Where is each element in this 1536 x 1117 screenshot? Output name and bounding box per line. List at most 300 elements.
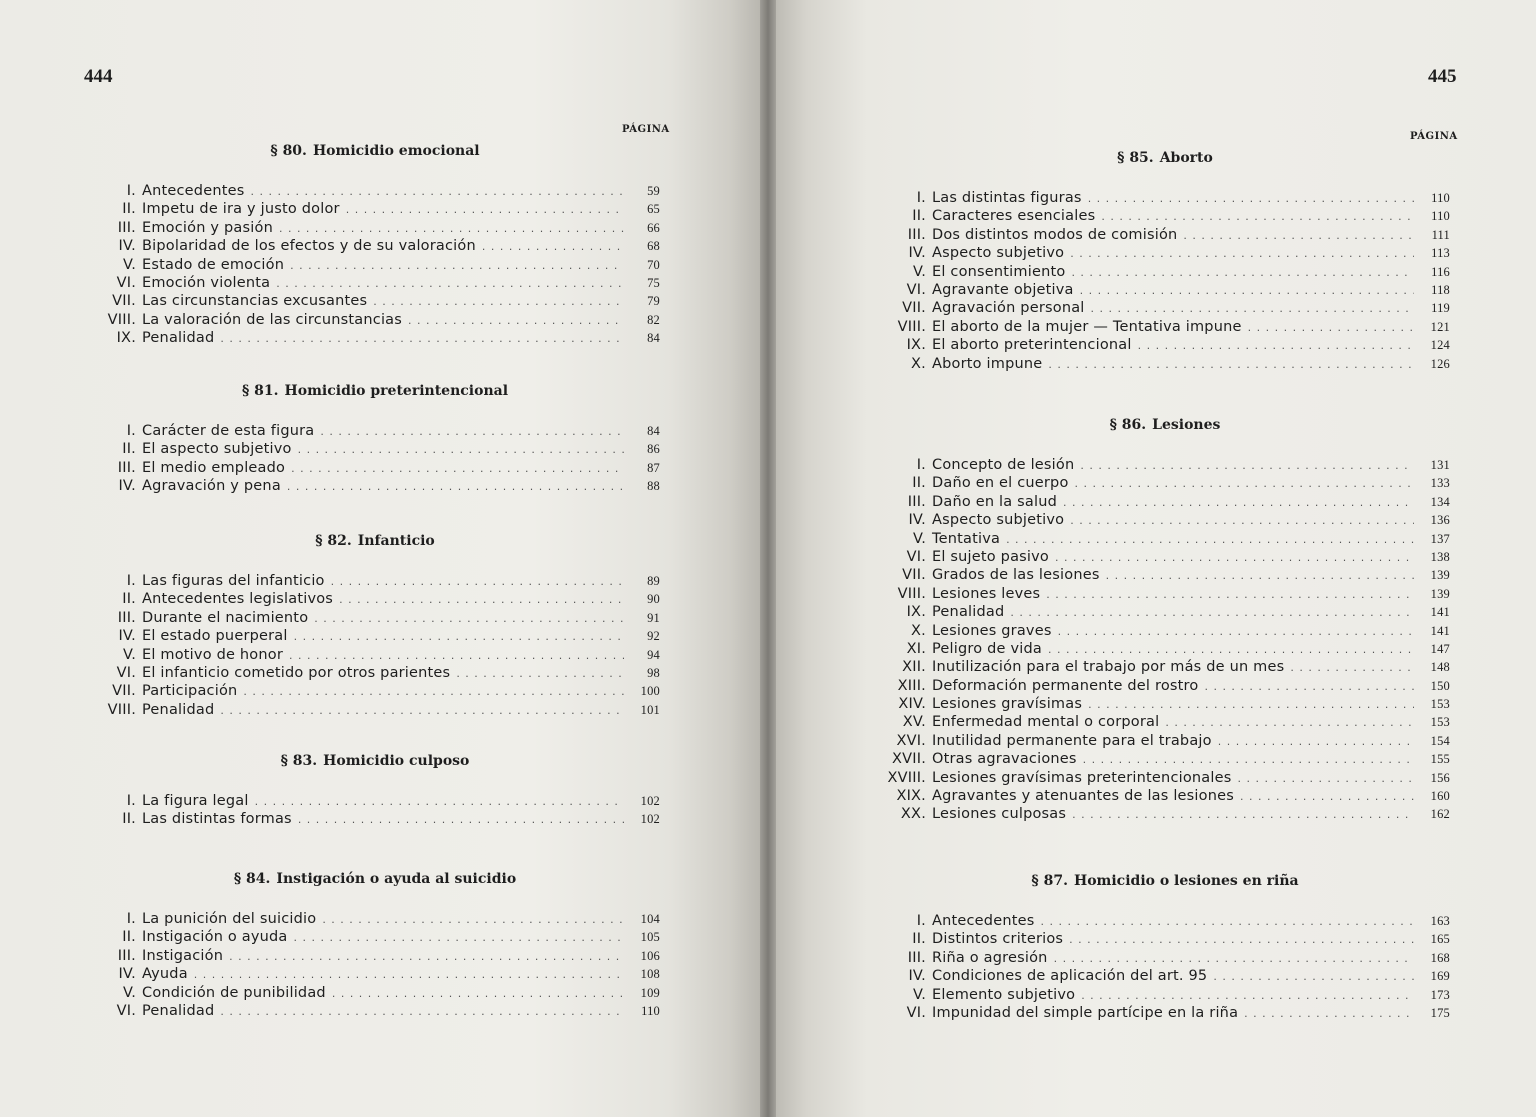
entry-roman-numeral: I. [916, 190, 926, 206]
toc-entry [90, 237, 660, 255]
section-title-text: Homicidio preterintencional [284, 383, 509, 399]
toc-entry [90, 928, 660, 946]
dot-leader [1244, 1005, 1414, 1023]
entry-label: Lesiones graves [932, 622, 1052, 639]
entry-page-number: 136 [1430, 513, 1450, 528]
right-page [776, 0, 1536, 1117]
dot-leader [289, 647, 624, 665]
entry-roman-numeral: VI. [116, 1002, 136, 1019]
section-title [90, 380, 660, 402]
entry-label: Instigación o ayuda [142, 929, 288, 946]
toc-entry [880, 732, 1450, 750]
dot-leader [220, 702, 624, 720]
entry-roman-numeral: IV. [118, 628, 136, 645]
toc-entry [880, 603, 1450, 621]
entry-page-number: 138 [1430, 549, 1450, 564]
dot-leader [291, 460, 624, 478]
toc-entry [90, 701, 660, 719]
entry-roman-numeral: X. [911, 355, 926, 372]
section-title-text: Aborto [1159, 150, 1213, 166]
dot-leader [1080, 282, 1414, 300]
entry-roman-numeral: XIII. [897, 677, 926, 694]
section-number: § 84. [233, 871, 271, 887]
entry-label: Penalidad [932, 604, 1005, 621]
entry-roman-numeral: VII. [902, 300, 926, 317]
toc-entry [880, 677, 1450, 695]
toc-entry [880, 967, 1450, 985]
entry-label: Antecedentes legislativos [142, 591, 334, 608]
entry-roman-numeral: II. [122, 929, 136, 946]
entry-label: Lesiones gravísimas preterintencionales [932, 769, 1232, 786]
entry-page-number: 84 [647, 424, 660, 438]
entry-roman-numeral: VIII. [107, 311, 136, 328]
dot-leader [408, 312, 624, 330]
entry-label: La figura legal [142, 793, 249, 809]
dot-leader [1054, 950, 1414, 968]
entry-page-number: 137 [1430, 531, 1450, 546]
entry-label: Distintos criterios [932, 931, 1064, 948]
entry-page-number: 141 [1430, 605, 1450, 620]
entry-label: Durante el nacimiento [142, 609, 309, 626]
toc-entry [90, 810, 660, 828]
entry-roman-numeral: XI. [906, 640, 926, 657]
entry-page-number: 101 [640, 702, 660, 717]
dot-leader [1083, 751, 1414, 769]
entry-page-number: 150 [1430, 678, 1450, 693]
toc-entry [880, 299, 1450, 317]
entry-page-number: 155 [1430, 752, 1450, 767]
entry-label: Las figuras del infanticio [142, 573, 325, 589]
entry-page-number: 147 [1430, 641, 1450, 656]
entry-page-number: 133 [1430, 476, 1450, 491]
dot-leader [1138, 337, 1414, 355]
entry-roman-numeral: III. [907, 949, 926, 966]
entry-roman-numeral: VII. [112, 683, 136, 700]
entry-page-number: 126 [1430, 356, 1450, 371]
entry-roman-numeral: XV. [902, 714, 926, 731]
section-number: § 81. [241, 383, 279, 399]
entry-page-number: 131 [1430, 458, 1450, 472]
entry-label: Peligro de vida [932, 640, 1042, 657]
entry-label: Grados de las lesiones [932, 567, 1100, 584]
toc-entry [880, 1004, 1450, 1022]
toc-section [90, 530, 660, 719]
dot-leader [1183, 227, 1414, 245]
entry-page-number: 68 [647, 239, 660, 254]
toc-section [880, 147, 1450, 373]
toc-entry [880, 530, 1450, 548]
dot-leader [1070, 245, 1414, 263]
dot-leader [250, 183, 624, 201]
toc-section [880, 870, 1450, 1022]
section-number: § 86. [1109, 417, 1147, 433]
entry-label: El motivo de honor [142, 646, 283, 663]
entry-roman-numeral: I. [126, 423, 136, 439]
toc-entry [880, 930, 1450, 948]
entry-roman-numeral: XVI. [896, 732, 926, 749]
entry-label: Deformación permanente del rostro [932, 677, 1199, 694]
toc-entry [880, 511, 1450, 529]
entry-roman-numeral: IV. [908, 968, 926, 985]
entry-label: El aspecto subjetivo [142, 441, 292, 458]
dot-leader [1069, 931, 1414, 949]
page-column-header: PÁGINA [622, 124, 670, 135]
entry-page-number: 92 [647, 629, 660, 644]
entry-label: Impunidad del simple partícipe en la riña [932, 1004, 1239, 1021]
entry-roman-numeral: III. [117, 947, 136, 964]
dot-leader [1048, 641, 1414, 659]
dot-leader [1213, 968, 1414, 986]
entry-page-number: 98 [647, 665, 660, 680]
toc-entry [90, 1002, 660, 1020]
dot-leader [1006, 531, 1414, 549]
section-title-text: Infanticio [357, 533, 435, 549]
entry-roman-numeral: III. [117, 459, 136, 476]
entry-roman-numeral: V. [122, 984, 136, 1001]
toc-entry [90, 947, 660, 965]
dot-leader [220, 330, 624, 348]
entry-page-number: 118 [1431, 282, 1450, 297]
entry-page-number: 110 [1431, 209, 1450, 224]
entry-label: La punición del suicidio [142, 911, 317, 927]
dot-leader [1091, 300, 1414, 318]
entry-page-number: 116 [1431, 264, 1450, 279]
entry-page-number: 139 [1430, 586, 1450, 601]
entry-roman-numeral: I. [126, 793, 136, 809]
dot-leader [243, 683, 624, 701]
toc-entry [90, 477, 660, 495]
entry-page-number: 106 [640, 948, 660, 963]
entry-page-number: 86 [647, 442, 660, 457]
dot-leader [1165, 714, 1414, 732]
dot-leader [1238, 770, 1415, 788]
entry-roman-numeral: V. [912, 263, 926, 280]
entry-page-number: 108 [640, 967, 660, 982]
dot-leader [1204, 678, 1414, 696]
toc-entry [90, 422, 660, 440]
toc-entry [880, 207, 1450, 225]
toc-entry [90, 590, 660, 608]
entry-roman-numeral: II. [122, 441, 136, 458]
dot-leader [456, 665, 624, 683]
entry-page-number: 105 [640, 930, 660, 945]
entry-page-number: 119 [1431, 301, 1450, 316]
entry-label: Caracteres esenciales [932, 208, 1096, 225]
dot-leader [332, 985, 624, 1003]
entry-page-number: 148 [1430, 660, 1450, 675]
entry-page-number: 102 [640, 812, 660, 827]
entry-roman-numeral: IV. [908, 245, 926, 262]
toc-entry [90, 664, 660, 682]
entry-label: Instigación [142, 947, 224, 964]
entry-roman-numeral: IX. [906, 604, 926, 621]
toc-entry [880, 695, 1450, 713]
dot-leader [298, 441, 624, 459]
toc-entry [90, 965, 660, 983]
entry-label: Bipolaridad de los efectos y de su valoración [142, 238, 476, 255]
toc-entry [880, 548, 1450, 566]
entry-page-number: 91 [647, 610, 660, 625]
entry-roman-numeral: IX. [906, 337, 926, 354]
toc-entry [880, 622, 1450, 640]
section-title-text: Homicidio culposo [323, 753, 470, 769]
entry-label: El aborto de la mujer — Tentativa impune [932, 318, 1242, 335]
entry-page-number: 113 [1431, 246, 1450, 261]
dot-leader [276, 275, 624, 293]
dot-leader [1010, 604, 1414, 622]
entry-roman-numeral: XVII. [891, 751, 926, 768]
dot-leader [294, 628, 624, 646]
dot-leader [482, 238, 624, 256]
entry-label: Agravante objetiva [932, 281, 1074, 298]
entry-label: El infanticio cometido por otros parientes [142, 664, 451, 681]
entry-label: Las circunstancias excusantes [142, 293, 368, 310]
entry-label: El sujeto pasivo [932, 548, 1049, 565]
entry-label: Impetu de ira y justo dolor [142, 201, 340, 218]
entry-page-number: 168 [1430, 950, 1450, 965]
section-title-text: Lesiones [1152, 417, 1221, 433]
entry-label: Inutilidad permanente para el trabajo [932, 732, 1212, 749]
entry-page-number: 94 [647, 647, 660, 662]
toc-entry [880, 750, 1450, 768]
entry-roman-numeral: II. [912, 931, 926, 948]
page-column-header: PÁGINA [1410, 131, 1458, 142]
toc-entry [880, 949, 1450, 967]
toc-section [880, 414, 1450, 824]
entry-label: El consentimiento [932, 263, 1066, 280]
entry-roman-numeral: IV. [118, 478, 136, 495]
entry-roman-numeral: X. [911, 622, 926, 639]
entry-roman-numeral: VIII. [107, 701, 136, 718]
entry-page-number: 154 [1430, 733, 1450, 748]
entry-roman-numeral: II. [122, 201, 136, 218]
entry-page-number: 162 [1430, 807, 1450, 822]
section-title [880, 414, 1450, 436]
entry-page-number: 109 [640, 985, 660, 1000]
entry-roman-numeral: XII. [902, 659, 926, 676]
dot-leader [322, 911, 624, 929]
dot-leader [1070, 512, 1414, 530]
entry-roman-numeral: II. [122, 591, 136, 608]
dot-leader [314, 610, 624, 628]
entry-label: Aspecto subjetivo [932, 245, 1065, 262]
dot-leader [1240, 788, 1414, 806]
entry-roman-numeral: XIX. [896, 788, 926, 805]
entry-page-number: 84 [647, 331, 660, 346]
entry-page-number: 160 [1430, 789, 1450, 804]
toc-entry [880, 713, 1450, 731]
dot-leader [220, 1003, 624, 1021]
toc-entry [880, 456, 1450, 474]
toc-entry [880, 318, 1450, 336]
toc-entry [90, 459, 660, 477]
dot-leader [1248, 319, 1414, 337]
entry-page-number: 165 [1430, 932, 1450, 947]
entry-label: Concepto de lesión [932, 457, 1075, 473]
entry-label: Inutilización para el trabajo por más de un mes [932, 659, 1285, 676]
dot-leader [1218, 733, 1414, 751]
entry-label: Daño en la salud [932, 493, 1058, 510]
toc-entry [880, 281, 1450, 299]
dot-leader [1040, 913, 1414, 931]
dot-leader [1048, 356, 1414, 374]
entry-label: Agravación y pena [142, 478, 281, 495]
entry-label: El aborto preterintencional [932, 337, 1132, 354]
entry-roman-numeral: V. [912, 986, 926, 1003]
entry-roman-numeral: II. [912, 208, 926, 225]
toc-entry [90, 274, 660, 292]
entry-page-number: 59 [647, 184, 660, 198]
toc-entry [880, 226, 1450, 244]
toc-section [90, 380, 660, 496]
entry-page-number: 153 [1430, 697, 1450, 712]
dot-leader [290, 257, 624, 275]
entry-label: Daño en el cuerpo [932, 475, 1069, 492]
entry-page-number: 163 [1430, 914, 1450, 928]
toc-section [90, 868, 660, 1020]
entry-page-number: 175 [1430, 1005, 1450, 1020]
dot-leader [1075, 475, 1414, 493]
entry-roman-numeral: IV. [118, 238, 136, 255]
entry-page-number: 79 [647, 294, 660, 309]
toc-entry [880, 986, 1450, 1004]
entry-roman-numeral: VII. [902, 567, 926, 584]
dot-leader [320, 423, 624, 441]
section-title [880, 147, 1450, 169]
section-title-text: Instigación o ayuda al suicidio [276, 871, 517, 887]
entry-roman-numeral: XVIII. [887, 769, 926, 786]
entry-label: Aspecto subjetivo [932, 512, 1065, 529]
entry-roman-numeral: V. [122, 256, 136, 273]
entry-roman-numeral: III. [117, 609, 136, 626]
entry-roman-numeral: V. [912, 530, 926, 547]
entry-roman-numeral: VII. [112, 293, 136, 310]
entry-label: Estado de emoción [142, 256, 285, 273]
toc-entry [880, 336, 1450, 354]
toc-entry [880, 474, 1450, 492]
entry-label: Emoción y pasión [142, 219, 273, 236]
section-number: § 83. [280, 753, 318, 769]
section-title [90, 140, 660, 162]
entry-label: Antecedentes [142, 183, 245, 199]
toc-entry [90, 572, 660, 590]
toc-entry [880, 355, 1450, 373]
entry-page-number: 124 [1430, 338, 1450, 353]
toc-entry [880, 769, 1450, 787]
dot-leader [346, 201, 624, 219]
entry-label: Riña o agresión [932, 949, 1048, 966]
entry-roman-numeral: XX. [900, 806, 926, 823]
dot-leader [1055, 549, 1414, 567]
entry-roman-numeral: III. [907, 226, 926, 243]
entry-roman-numeral: II. [912, 475, 926, 492]
toc-section [90, 140, 660, 348]
entry-label: Dos distintos modos de comisión [932, 226, 1178, 243]
entry-label: Lesiones gravísimas [932, 696, 1083, 713]
page-number: 444 [84, 66, 113, 87]
toc-entry [880, 493, 1450, 511]
entry-roman-numeral: III. [907, 493, 926, 510]
toc-entry [90, 256, 660, 274]
dot-leader [1046, 586, 1414, 604]
toc-entry [90, 682, 660, 700]
toc-entry [90, 792, 660, 810]
dot-leader [1088, 190, 1414, 208]
section-number: § 82. [315, 533, 352, 549]
entry-page-number: 90 [647, 592, 660, 607]
entry-roman-numeral: IV. [118, 966, 136, 983]
section-number: § 85. [1117, 150, 1154, 166]
entry-label: Penalidad [142, 330, 215, 347]
dot-leader [279, 220, 624, 238]
toc-entry [880, 912, 1450, 930]
entry-roman-numeral: IX. [116, 330, 136, 347]
entry-page-number: 104 [640, 912, 660, 926]
entry-label: Antecedentes [932, 913, 1035, 929]
toc-entry [880, 189, 1450, 207]
entry-page-number: 169 [1430, 969, 1450, 984]
entry-page-number: 70 [647, 257, 660, 272]
toc-entry [90, 910, 660, 928]
toc-entry [90, 292, 660, 310]
entry-roman-numeral: I. [916, 457, 926, 473]
toc-section [90, 750, 660, 829]
toc-entry [880, 787, 1450, 805]
entry-page-number: 66 [647, 220, 660, 235]
toc-entry [90, 311, 660, 329]
entry-roman-numeral: II. [122, 811, 136, 828]
entry-page-number: 82 [647, 312, 660, 327]
entry-roman-numeral: I. [126, 911, 136, 927]
entry-page-number: 65 [647, 202, 660, 217]
entry-page-number: 121 [1430, 319, 1450, 334]
entry-page-number: 89 [647, 574, 660, 588]
entry-page-number: 141 [1430, 623, 1450, 638]
entry-page-number: 75 [647, 275, 660, 290]
entry-label: Ayuda [142, 966, 188, 983]
entry-roman-numeral: IV. [908, 512, 926, 529]
toc-entry [90, 440, 660, 458]
entry-label: Elemento subjetivo [932, 986, 1076, 1003]
entry-label: Otras agravaciones [932, 751, 1077, 768]
dot-leader [373, 293, 624, 311]
entry-label: Carácter de esta figura [142, 423, 315, 439]
entry-label: Lesiones leves [932, 585, 1041, 602]
toc-entry [880, 263, 1450, 281]
toc-entry [90, 627, 660, 645]
entry-roman-numeral: III. [117, 219, 136, 236]
entry-page-number: 100 [640, 684, 660, 699]
toc-entry [880, 658, 1450, 676]
entry-page-number: 173 [1430, 987, 1450, 1002]
entry-roman-numeral: VI. [906, 1004, 926, 1021]
entry-roman-numeral: VIII. [897, 585, 926, 602]
entry-label: Emoción violenta [142, 274, 271, 291]
book-gutter [760, 0, 776, 1117]
entry-page-number: 139 [1430, 568, 1450, 583]
toc-entry [90, 609, 660, 627]
entry-label: Aborto impune [932, 355, 1043, 372]
entry-roman-numeral: VI. [116, 274, 136, 291]
entry-page-number: 88 [647, 479, 660, 494]
entry-label: El estado puerperal [142, 628, 288, 645]
entry-label: Tentativa [932, 530, 1001, 547]
dot-leader [1088, 696, 1414, 714]
section-title [90, 868, 660, 890]
entry-page-number: 153 [1430, 715, 1450, 730]
toc-entry [90, 984, 660, 1002]
toc-entry [90, 646, 660, 664]
